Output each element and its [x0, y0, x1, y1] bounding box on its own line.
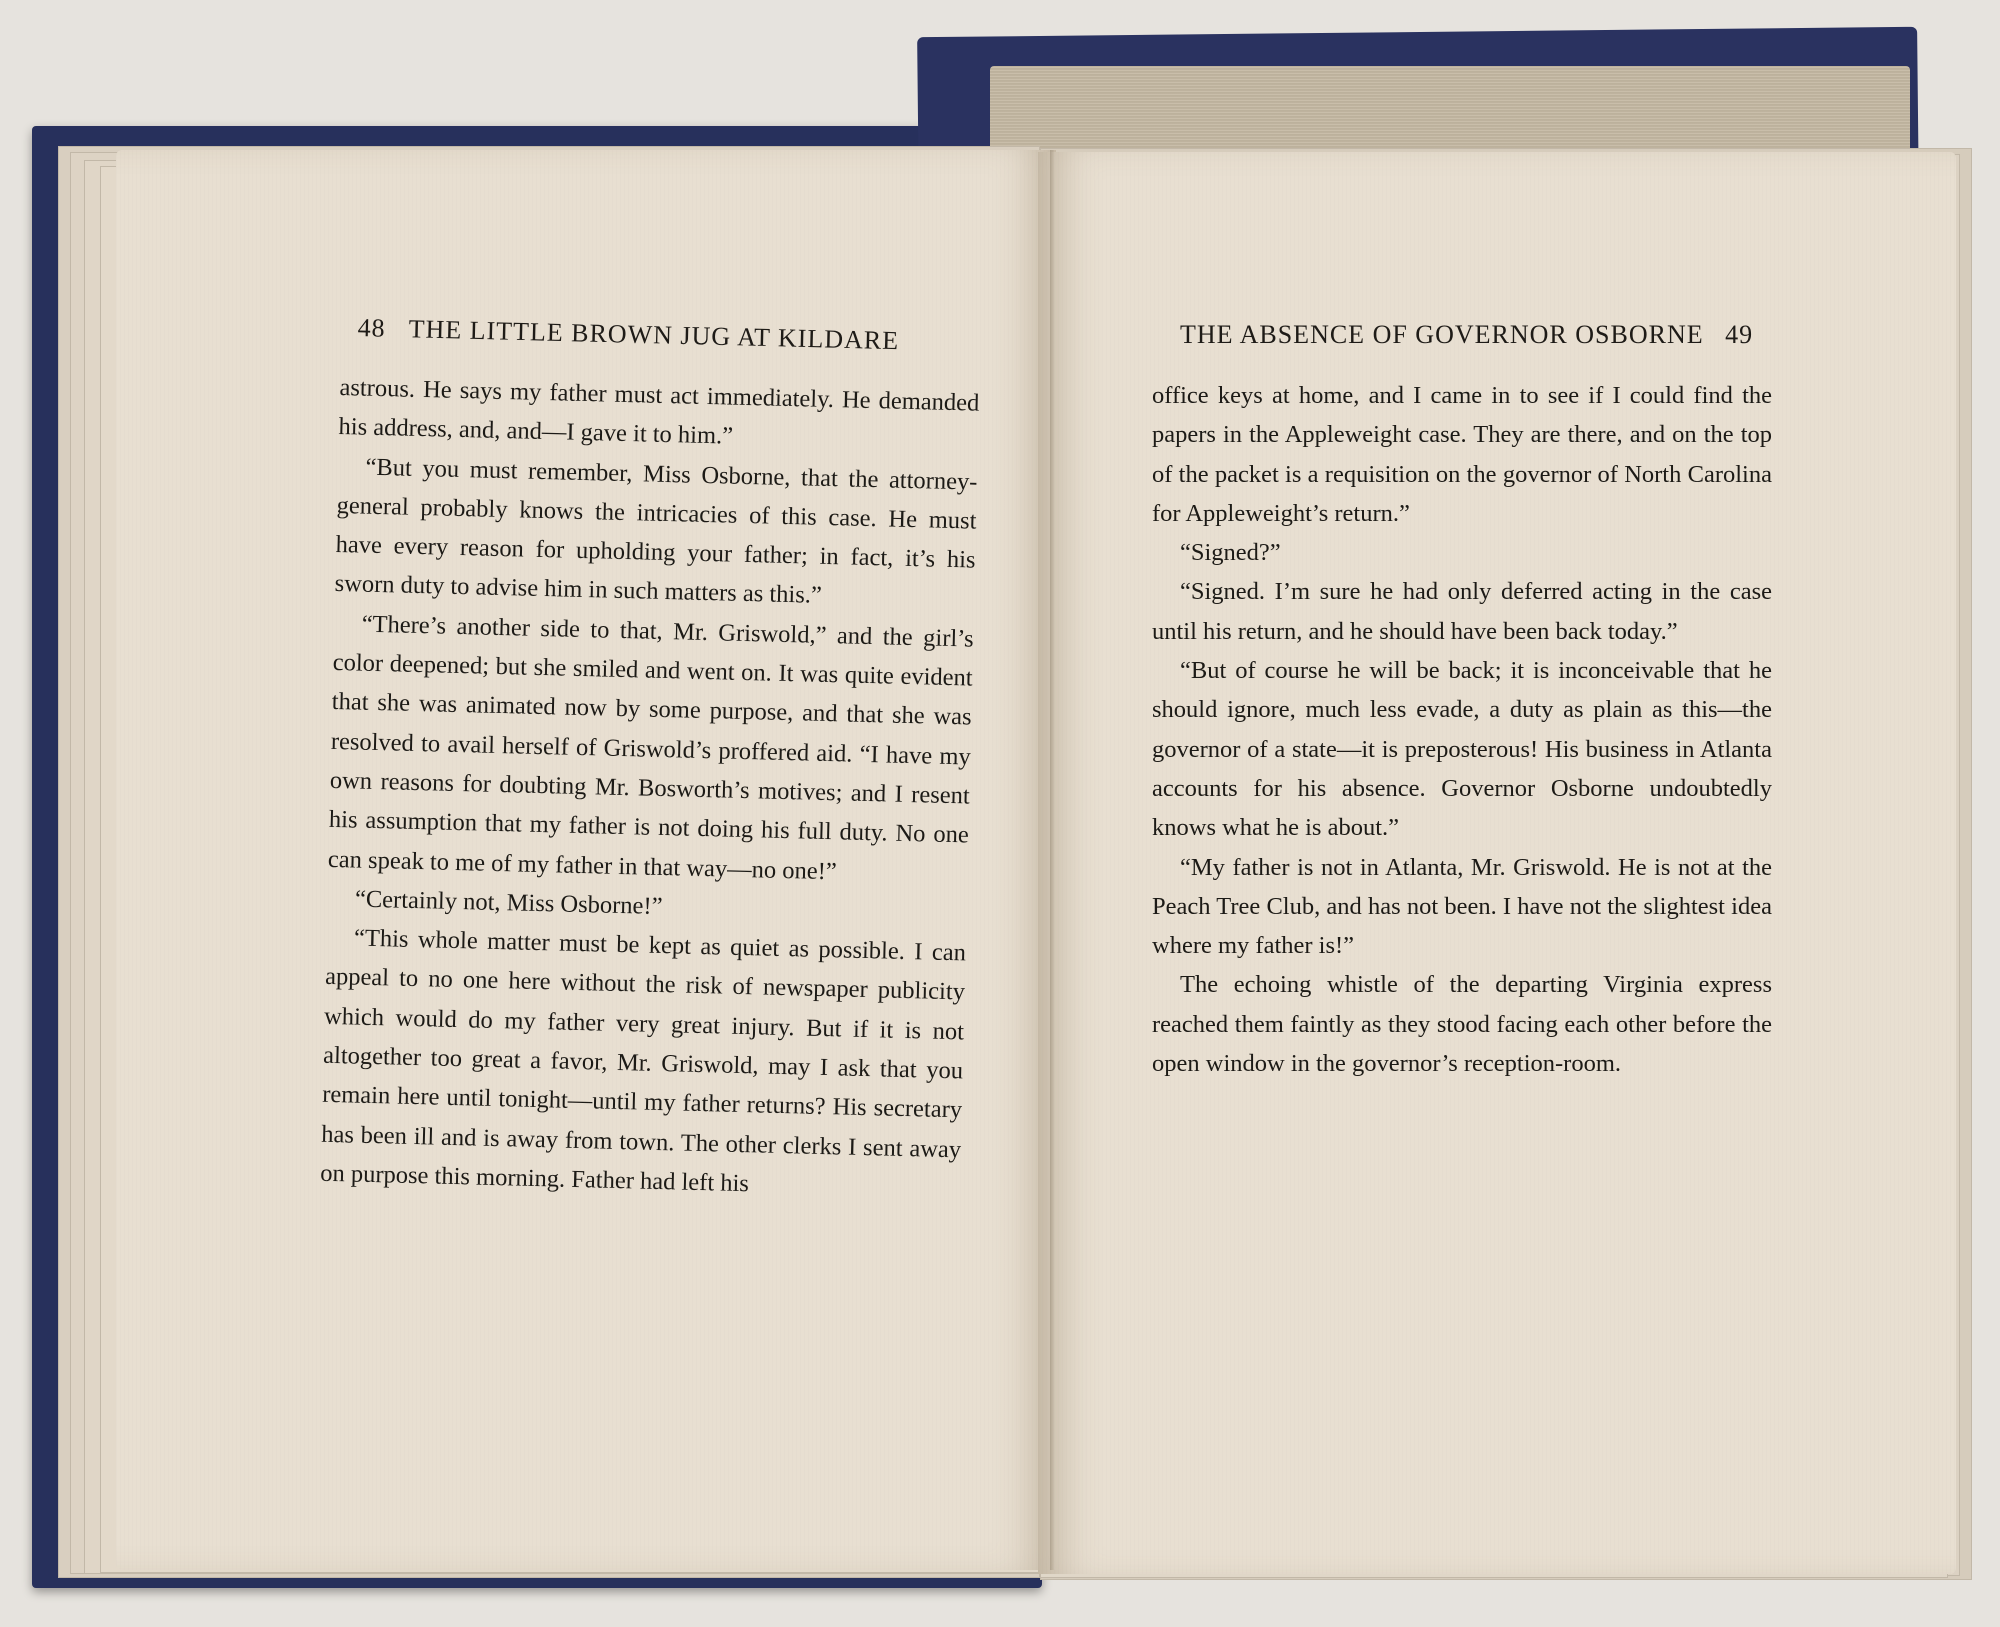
- paragraph: “There’s another side to that, Mr. Griswold,” and the girl’s color deepened; but she smiled and went on. It was quite evident that she was animated now by some purpose, and that she was resolved to avail herself of Griswold’s proffered aid. “I have my own reasons for doubting Mr. Bosworth’s motives; and I resent his assumption that my father is not doing his full duty. No one can speak to me of my father in that way—no one!”: [327, 610, 974, 885]
- paragraph: “Certainly not, Miss Osborne!”: [354, 885, 663, 920]
- paragraph: “Signed?”: [1180, 539, 1281, 567]
- right-body-text: [1152, 376, 1772, 1083]
- paragraph: “But you must remember, Miss Osborne, that the attorney-general probably knows the intricacies of this case. He must have every reason for upholding your father; in fact, it’s his sworn duty to advise him in such matters as this.”: [334, 453, 978, 610]
- paragraph: “Signed. I’m sure he had only deferred acting in the case until his return, and he should have been back today.”: [1152, 578, 1772, 645]
- paragraph: “But of course he will be back; it is inconceivable that he should ignore, much less evade, a duty as plain as this—the governor of a state—it is preposterous! His business in Atlanta accounts for his absence. Governor Osborne undoubtedly knows what he is about.”: [1152, 657, 1772, 842]
- right-page-number: 49: [1725, 320, 1754, 349]
- right-running-head-title: THE ABSENCE OF GOVERNOR OSBORNE: [1180, 320, 1704, 349]
- paragraph: “This whole matter must be kept as quiet as possible. I can appeal to no one here without the risk of newspaper publicity which would do my father very great injury. But if it is not altogether too great a favor, Mr. Griswold, may I ask that you remain here until tonight—until my father returns? His secretary has been ill and is away from town. The other clerks I sent away on purpose this morning. Father had left his: [319, 924, 967, 1198]
- book-gutter: [1050, 150, 1054, 1570]
- paragraph: astrous. He says my father must act immediately. He demanded his address, and, and—I gave it to him.”: [338, 373, 980, 450]
- left-running-head-title: THE LITTLE BROWN JUG AT KILDARE: [408, 314, 900, 356]
- left-page-number: 48: [357, 313, 386, 343]
- left-body-text: [320, 368, 980, 1209]
- paragraph: “My father is not in Atlanta, Mr. Griswold. He is not at the Peach Tree Club, and has not been. I have not the slightest idea where my father is!”: [1152, 853, 1772, 960]
- right-running-head: [1180, 320, 1753, 350]
- paragraph: The echoing whistle of the departing Virginia express reached them faintly as they stood facing each other before the open window in the governor’s reception-room.: [1152, 971, 1772, 1078]
- paragraph: office keys at home, and I came in to see if I could find the papers in the Appleweight case. They are there, and on the top of the packet is a requisition on the governor of North Carolina for Appleweight’s return.”: [1152, 382, 1772, 527]
